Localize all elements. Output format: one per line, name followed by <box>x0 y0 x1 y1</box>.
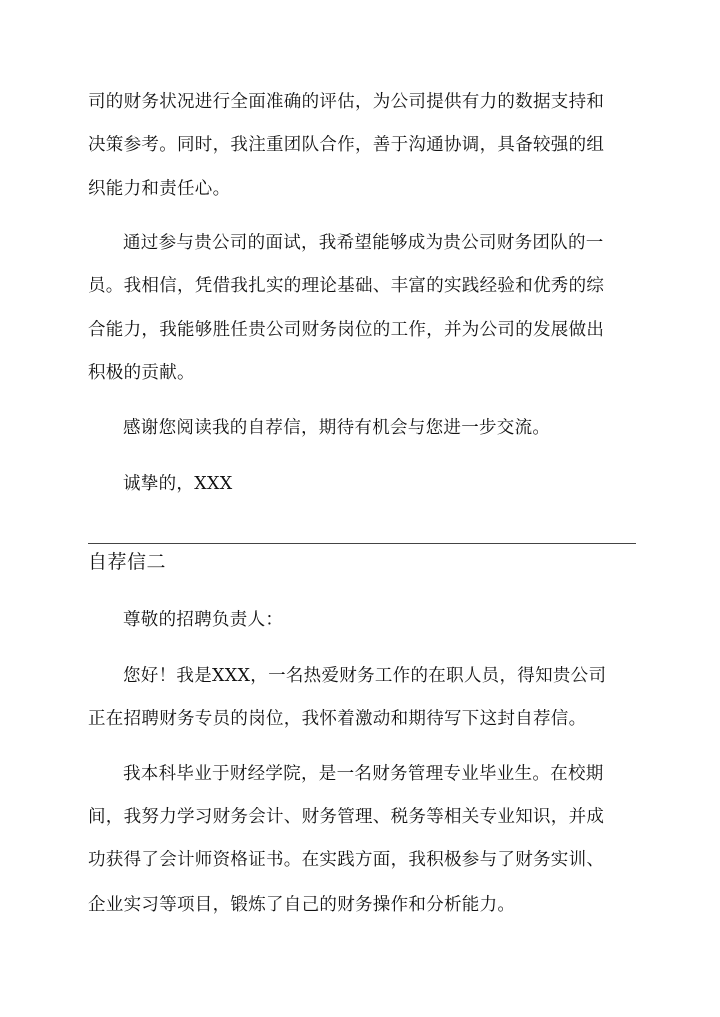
paragraph-line: 功获得了会计师资格证书。在实践方面，我积极参与了财务实训、 <box>88 850 605 870</box>
paragraph-line: 织能力和责任心。 <box>88 179 231 199</box>
paragraph-line: 积极的贡献。 <box>88 363 195 383</box>
paragraph-line: 合能力，我能够胜任贵公司财务岗位的工作，并为公司的发展做出 <box>88 320 605 340</box>
paragraph-line: 员。我相信，凭借我扎实的理论基础、丰富的实践经验和优秀的综 <box>88 276 605 296</box>
closing-signature: 诚挚的，XXX <box>123 474 233 494</box>
paragraph-line: 我本科毕业于财经学院，是一名财务管理专业毕业生。在校期 <box>123 764 604 784</box>
section-heading: 自荐信二 <box>88 551 167 573</box>
paragraph-line: 司的财务状况进行全面准确的评估，为公司提供有力的数据支持和 <box>88 92 605 112</box>
paragraph-line: 决策参考。同时，我注重团队合作，善于沟通协调，具备较强的组 <box>88 135 605 155</box>
section-divider <box>88 543 636 544</box>
paragraph-line: 通过参与贵公司的面试，我希望能够成为贵公司财务团队的一 <box>123 233 604 253</box>
thanks-line: 感谢您阅读我的自荐信，期待有机会与您进一步交流。 <box>123 418 551 438</box>
paragraph-line: 企业实习等项目，锻炼了自己的财务操作和分析能力。 <box>88 895 516 915</box>
paragraph-line: 您好！我是XXX，一名热爱财务工作的在职人员，得知贵公司 <box>123 666 607 686</box>
paragraph-line: 正在招聘财务专员的岗位，我怀着激动和期待写下这封自荐信。 <box>88 709 587 729</box>
paragraph-line: 间，我努力学习财务会计、财务管理、税务等相关专业知识，并成 <box>88 807 605 827</box>
salutation: 尊敬的招聘负责人： <box>123 610 284 630</box>
